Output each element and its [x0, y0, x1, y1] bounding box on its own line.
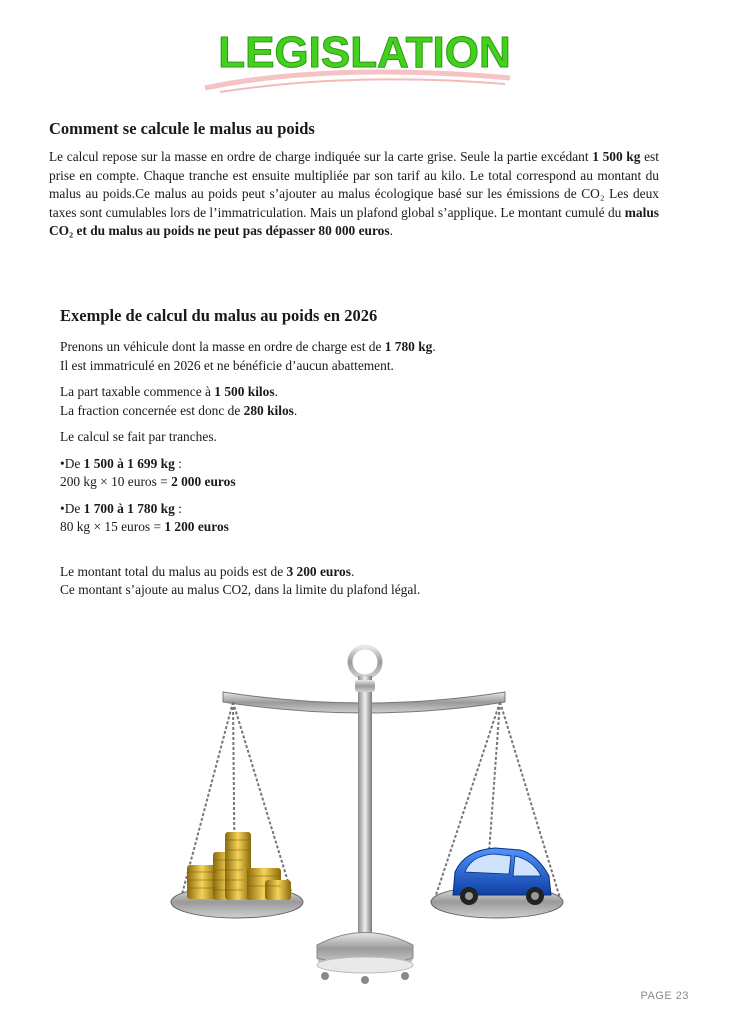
page-number: PAGE 23 [640, 990, 689, 1002]
tranche-item: •De 1 500 à 1 699 kg : 200 kg × 10 euros = 2 000 euros [60, 455, 236, 489]
scale-pole [358, 676, 372, 938]
title-block [0, 22, 729, 84]
tranche-item: •De 1 700 à 1 780 kg : 80 kg × 15 euros = 1 200 euros [60, 500, 229, 534]
tranche-intro: Le calcul se fait par tranches. [60, 429, 217, 444]
example-intro: Prenons un véhicule dont la masse en ordre de charge est de 1 780 kg. Il est immatriculé en 2026 et ne bénéficie d’aucun abattement. [60, 339, 436, 373]
section-paragraph-calculation: Le calcul repose sur la masse en ordre de charge indiquée sur la carte grise. Seule la partie excédant 1 500 kg est prise en compte. Chaque tranche est ensuite multipliée par son tarif au kilo. Le total correspond au montant du malus au poids.Ce malus au poids peut s’ajouter au malus écologique basé sur les émissions de CO₂ Les deux taxes sont cumulables lors de l’immatriculation. Mais un plafond global s’applique. Le montant cumulé du malus CO₂ et du malus au poids ne peut pas dépasser 80 000 euros. [49, 149, 659, 239]
example-section [60, 306, 660, 608]
hanger-ring-icon [350, 647, 380, 677]
section-heading-example: Exemple de calcul du malus au poids en 2026 [60, 306, 378, 325]
balance-scale-illustration [165, 640, 575, 990]
total-summary: Le montant total du malus au poids est de 3 200 euros. Ce montant s’ajoute au malus CO2, dans la limite du plafond légal. [60, 563, 421, 597]
taxable-part: La part taxable commence à 1 500 kilos. La fraction concernée est donc de 280 kilos. [60, 384, 298, 418]
page-title: LEGISLATION [218, 28, 511, 77]
section-heading-calculation: Comment se calcule le malus au poids [49, 119, 315, 138]
